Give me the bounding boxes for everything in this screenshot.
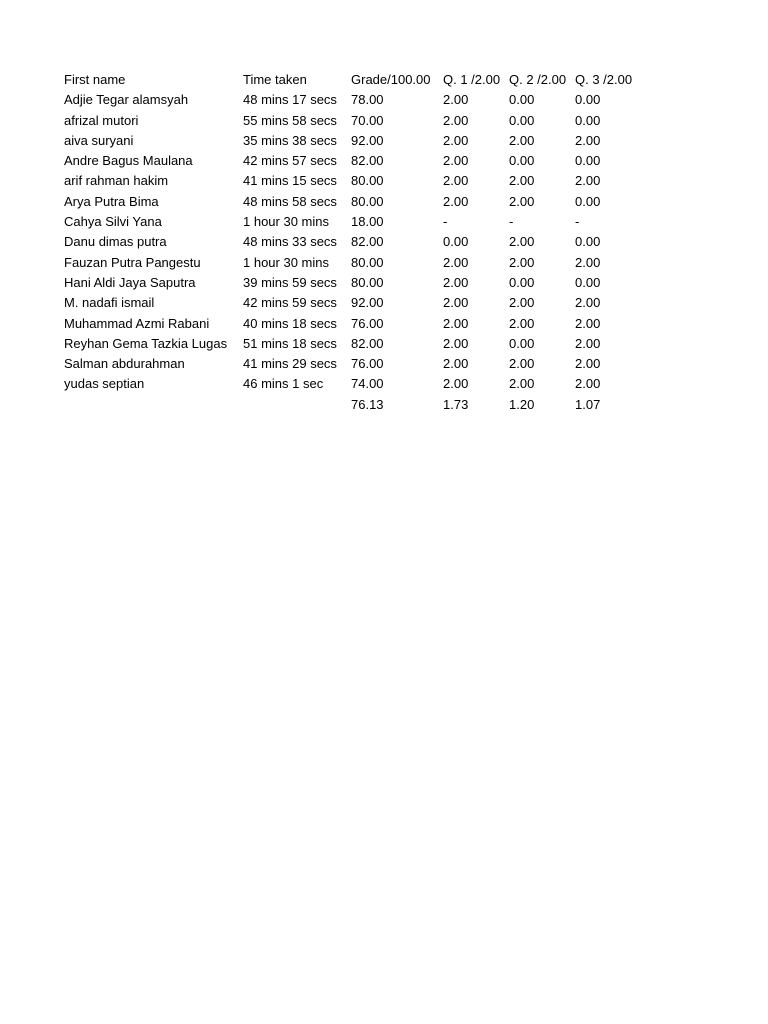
- q2-cell: 0.00: [509, 92, 535, 108]
- q3-cell: 2.00: [575, 132, 601, 148]
- q3-cell: 2.00: [575, 335, 601, 351]
- average-row: [64, 395, 645, 415]
- time-taken-cell: 48 mins 58 secs: [243, 193, 337, 209]
- table-row: [64, 273, 645, 293]
- first-name-cell: Andre Bagus Maulana: [64, 153, 193, 169]
- time-taken-cell: 35 mins 38 secs: [243, 132, 337, 148]
- header-row: [64, 70, 645, 90]
- q3-cell: 0.00: [575, 274, 601, 290]
- q1-cell: 2.00: [443, 173, 469, 189]
- q3-cell: 0.00: [575, 153, 601, 169]
- grade-cell: 92.00: [351, 295, 384, 311]
- table-row: [64, 151, 645, 171]
- q3-cell: 0.00: [575, 193, 601, 209]
- grade-cell: 92.00: [351, 132, 384, 148]
- q2-cell: 0.00: [509, 153, 535, 169]
- grade-cell: 76.00: [351, 315, 384, 331]
- average-grade-cell: 76.13: [351, 396, 384, 412]
- table-row: [64, 192, 645, 212]
- table-row: [64, 90, 645, 110]
- first-name-cell: Arya Putra Bima: [64, 193, 159, 209]
- q3-cell: 2.00: [575, 173, 601, 189]
- first-name-cell: Adjie Tegar alamsyah: [64, 92, 189, 108]
- grade-cell: 82.00: [351, 153, 384, 169]
- time-taken-cell: 39 mins 59 secs: [243, 274, 337, 290]
- q1-cell: 2.00: [443, 92, 469, 108]
- table-row: [64, 334, 645, 354]
- average-q3-cell: 1.07: [575, 396, 601, 412]
- first-name-cell: arif rahman hakim: [64, 173, 169, 189]
- table-row: [64, 314, 645, 334]
- q1-cell: 2.00: [443, 376, 469, 392]
- table-row: [64, 374, 645, 394]
- time-taken-cell: 41 mins 29 secs: [243, 356, 337, 372]
- grades-table: [64, 70, 645, 415]
- time-taken-cell: 42 mins 57 secs: [243, 153, 337, 169]
- time-taken-cell: 41 mins 15 secs: [243, 173, 337, 189]
- grade-cell: 18.00: [351, 214, 384, 230]
- q1-cell: 2.00: [443, 335, 469, 351]
- average-time-cell: [243, 395, 351, 415]
- q2-cell: 2.00: [509, 356, 535, 372]
- first-name-cell: M. nadafi ismail: [64, 295, 155, 311]
- time-taken-cell: 1 hour 30 mins: [243, 254, 329, 270]
- first-name-cell: Muhammad Azmi Rabani: [64, 315, 210, 331]
- q2-cell: 2.00: [509, 376, 535, 392]
- grade-cell: 78.00: [351, 92, 384, 108]
- q1-cell: 2.00: [443, 274, 469, 290]
- first-name-cell: afrizal mutori: [64, 112, 139, 128]
- q3-cell: 0.00: [575, 112, 601, 128]
- time-taken-cell: 1 hour 30 mins: [243, 214, 329, 230]
- grade-cell: 74.00: [351, 376, 384, 392]
- time-taken-cell: 48 mins 33 secs: [243, 234, 337, 250]
- first-name-cell: Danu dimas putra: [64, 234, 167, 250]
- table-row: [64, 171, 645, 191]
- q2-cell: 0.00: [509, 274, 535, 290]
- header-first-name: First name: [64, 72, 126, 87]
- q2-cell: 2.00: [509, 193, 535, 209]
- q2-cell: -: [509, 214, 514, 230]
- header-grade: Grade/100.00: [351, 72, 431, 87]
- grade-cell: 76.00: [351, 356, 384, 372]
- q3-cell: 2.00: [575, 356, 601, 372]
- q1-cell: 2.00: [443, 132, 469, 148]
- first-name-cell: Cahya Silvi Yana: [64, 214, 162, 230]
- first-name-cell: yudas septian: [64, 376, 145, 392]
- q3-cell: -: [575, 214, 580, 230]
- q1-cell: 2.00: [443, 356, 469, 372]
- average-q1-cell: 1.73: [443, 396, 469, 412]
- table-row: [64, 232, 645, 252]
- q3-cell: 2.00: [575, 295, 601, 311]
- average-label-cell: [64, 395, 243, 415]
- time-taken-cell: 42 mins 59 secs: [243, 295, 337, 311]
- header-q2: Q. 2 /2.00: [509, 72, 567, 87]
- q3-cell: 2.00: [575, 376, 601, 392]
- header-q3: Q. 3 /2.00: [575, 72, 633, 87]
- grade-cell: 80.00: [351, 173, 384, 189]
- q2-cell: 2.00: [509, 234, 535, 250]
- q3-cell: 0.00: [575, 92, 601, 108]
- q1-cell: 2.00: [443, 315, 469, 331]
- table-row: [64, 111, 645, 131]
- table-row: [64, 354, 645, 374]
- grade-cell: 82.00: [351, 335, 384, 351]
- grade-cell: 80.00: [351, 274, 384, 290]
- q3-cell: 0.00: [575, 234, 601, 250]
- q1-cell: -: [443, 214, 448, 230]
- table-row: [64, 212, 645, 232]
- q1-cell: 2.00: [443, 153, 469, 169]
- time-taken-cell: 55 mins 58 secs: [243, 112, 337, 128]
- q2-cell: 2.00: [509, 315, 535, 331]
- grade-cell: 70.00: [351, 112, 384, 128]
- first-name-cell: Salman abdurahman: [64, 356, 185, 372]
- time-taken-cell: 51 mins 18 secs: [243, 335, 337, 351]
- grade-cell: 80.00: [351, 254, 384, 270]
- q1-cell: 2.00: [443, 193, 469, 209]
- first-name-cell: Hani Aldi Jaya Saputra: [64, 274, 196, 290]
- table-row: [64, 131, 645, 151]
- time-taken-cell: 40 mins 18 secs: [243, 315, 337, 331]
- time-taken-cell: 46 mins 1 sec: [243, 376, 324, 392]
- q1-cell: 2.00: [443, 295, 469, 311]
- header-q1: Q. 1 /2.00: [443, 72, 501, 87]
- q3-cell: 2.00: [575, 315, 601, 331]
- table-row: [64, 293, 645, 313]
- table-row: [64, 253, 645, 273]
- q1-cell: 2.00: [443, 254, 469, 270]
- grade-cell: 80.00: [351, 193, 384, 209]
- q2-cell: 2.00: [509, 254, 535, 270]
- q3-cell: 2.00: [575, 254, 601, 270]
- q2-cell: 0.00: [509, 335, 535, 351]
- q1-cell: 0.00: [443, 234, 469, 250]
- grade-cell: 82.00: [351, 234, 384, 250]
- q2-cell: 2.00: [509, 132, 535, 148]
- time-taken-cell: 48 mins 17 secs: [243, 92, 337, 108]
- q1-cell: 2.00: [443, 112, 469, 128]
- first-name-cell: Reyhan Gema Tazkia Lugas: [64, 335, 228, 351]
- q2-cell: 2.00: [509, 173, 535, 189]
- first-name-cell: aiva suryani: [64, 132, 134, 148]
- average-q2-cell: 1.20: [509, 396, 535, 412]
- first-name-cell: Fauzan Putra Pangestu: [64, 254, 201, 270]
- q2-cell: 0.00: [509, 112, 535, 128]
- q2-cell: 2.00: [509, 295, 535, 311]
- header-time-taken: Time taken: [243, 72, 307, 87]
